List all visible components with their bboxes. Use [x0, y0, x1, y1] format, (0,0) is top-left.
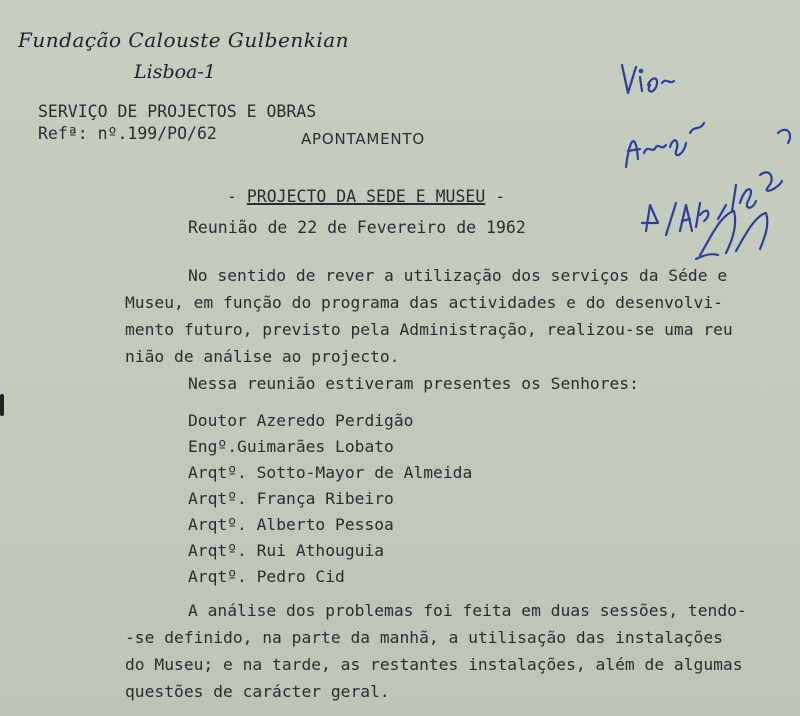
paragraph2-line: -se definido, na parte da manhã, a utilisação das instalações [125, 628, 723, 647]
title-dash-right: - [485, 187, 506, 206]
paragraph1-line: nião de análise ao projecto. [125, 347, 400, 366]
title-text: PROJECTO DA SEDE E MUSEU [246, 187, 486, 206]
handwritten-annotation [600, 55, 800, 270]
paragraph1-line: Nessa reunião estiveram presentes os Senhores: [188, 374, 639, 393]
paragraph2-line: do Museu; e na tarde, as restantes instalações, além de algumas [125, 655, 743, 674]
paragraph1-line: No sentido de rever a utilização dos serviços da Séde e [188, 266, 728, 285]
paragraph1-line: mento futuro, previsto pela Administração, realizou-se uma reu [125, 320, 733, 339]
meeting-date: Reunião de 22 de Fevereiro de 1962 [188, 218, 526, 237]
attendee-item: Doutor Azeredo Perdigão [188, 411, 414, 430]
reference-number: Refª: nº.199/PO/62 [38, 124, 217, 143]
document-title [227, 187, 505, 206]
document-type: APONTAMENTO [301, 130, 426, 148]
attendee-item: Engº.Guimarães Lobato [188, 437, 394, 456]
attendee-item: Arqtº. Alberto Pessoa [188, 515, 394, 534]
paragraph2-line: questões de carácter geral. [125, 682, 390, 701]
edge-mark [0, 394, 4, 416]
paragraph1-line: Museu, em função do programa das actividades e do desenvolvi- [125, 293, 723, 312]
attendee-item: Arqtº. Sotto-Mayor de Almeida [188, 463, 473, 482]
title-dash-left: - [227, 187, 247, 206]
attendee-item: Arqtº. Pedro Cid [188, 567, 345, 586]
paragraph2-line: A análise dos problemas foi feita em duas sessões, tendo- [188, 601, 747, 620]
attendee-item: Arqtº. Rui Athouguia [188, 541, 385, 560]
attendee-item: Arqtº. França Ribeiro [188, 489, 394, 508]
letterhead-organization: Fundação Calouste Gulbenkian [18, 28, 350, 52]
letterhead-city: Lisboa-1 [134, 61, 216, 83]
service-heading: SERVIÇO DE PROJECTOS E OBRAS [38, 102, 317, 121]
